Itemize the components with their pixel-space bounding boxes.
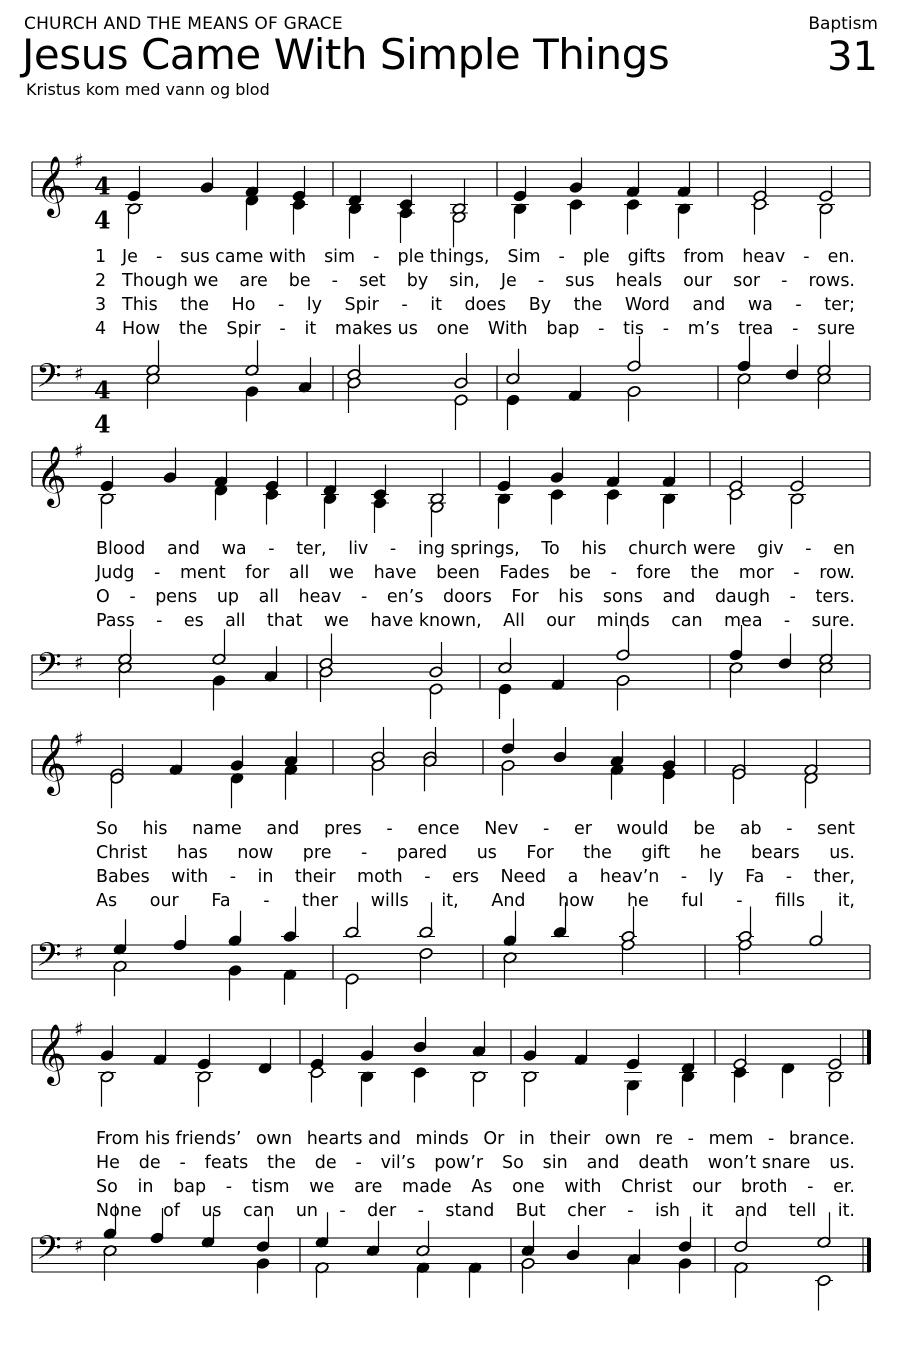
lyric-syllable: and [662,587,696,607]
lyric-syllable: Ho [231,295,256,315]
lyric-syllable: sim [324,247,356,267]
hymn-title: Jesus Came With Simple Things [22,30,670,79]
lyric-syllable: ly [708,867,724,887]
lyric-syllable: moth [357,867,403,887]
lyric-syllable: minds [415,1129,469,1149]
lyric-syllable: and [586,1153,620,1173]
key-signature-sharp-icon: ♯ [74,727,84,751]
lyric-syllable: - [786,819,793,839]
key-signature-sharp-icon: ♯ [74,940,84,965]
lyric-syllable: pared [396,843,448,863]
lyric-syllable: name [192,819,242,839]
lyric-syllable: bap [173,1177,207,1197]
lyric-syllable: rows. [808,271,855,291]
key-signature-sharp-icon: ♯ [74,1233,84,1258]
lyric-syllable: - [558,247,565,267]
lyric-syllable: None [96,1201,142,1221]
lyric-syllable: - [736,891,743,911]
lyric-syllable: doors [443,587,492,607]
lyric-syllable: es [183,611,204,631]
lyric-syllable: sure [817,319,855,339]
key-signature-sharp-icon: ♯ [74,439,84,463]
lyric-syllable: made [402,1177,452,1197]
lyric-syllable: death [638,1153,689,1173]
lyric-syllable: bap [546,319,580,339]
lyric-syllable: his [581,539,607,559]
verse-number: 3 [95,295,107,315]
lyric-syllable: All [503,611,525,631]
lyric-syllable: Or [483,1129,505,1149]
lyric-syllable: Need [500,867,547,887]
lyric-syllable: we [309,1177,335,1197]
lyric-syllable: heav’n [599,867,660,887]
lyric-syllable: in [137,1177,154,1197]
lyric-syllable: are [354,1177,383,1197]
lyric-syllable: gifts [627,247,666,267]
lyric-syllable: Fa [745,867,765,887]
lyric-syllable: mor [738,563,774,583]
lyric-syllable: - [355,1153,362,1173]
lyric-syllable: - [154,563,161,583]
lyric-syllable: Christ [621,1177,673,1197]
lyric-syllable: our [149,891,179,911]
lyric-syllable: sons [602,587,643,607]
time-signature-denominator: 4 [94,205,111,235]
lyric-syllable: vil’s [380,1153,416,1173]
verse-number: 4 [95,319,107,339]
lyric-syllable: our [692,1177,722,1197]
lyric-syllable: wills [370,891,409,911]
lyric-syllable: the [267,1153,296,1173]
key-signature-sharp-icon: ♯ [74,1017,84,1041]
lyric-syllable: re [655,1129,674,1149]
lyric-syllable: sor [733,271,761,291]
lyric-syllable: - [263,891,270,911]
lyric-syllable: pres [323,819,362,839]
lyric-syllable: can [242,1201,275,1221]
treble-clef-icon: 𝄞 [36,734,67,794]
bass-clef-icon: 𝄢 [36,646,62,693]
lyric-syllable: - [277,295,285,315]
lyric-syllable: from [683,247,725,267]
lyric-syllable: in [518,1129,535,1149]
lyric-syllable: - [360,843,368,863]
verse-number: 1 [95,247,107,267]
lyric-syllable: O [96,587,110,607]
lyric-syllable: the [583,843,612,863]
lyric-syllable: er [573,819,592,839]
lyric-syllable: can [671,611,703,631]
lyric-syllable: Word [624,295,670,315]
lyric-syllable: sus [565,271,595,291]
lyric-syllable: Though we [122,271,219,291]
lyric-syllable: by [406,271,429,291]
lyric-syllable: ful [681,891,704,911]
system-3 [32,719,870,1010]
lyric-syllable: Babes [96,867,150,887]
lyric-syllable: it, [441,891,459,911]
lyric-syllable: cher [567,1201,606,1221]
lyric-syllable: tis [623,319,644,339]
lyric-syllable: pow’r [434,1153,484,1173]
lyric-syllable: heav [298,587,342,607]
lyric-syllable: - [417,1201,424,1221]
lyric-syllable: This [122,295,158,315]
final-barline [867,1030,871,1064]
lyric-syllable: their [549,1129,591,1149]
lyric-syllable: heav [742,247,786,267]
lyric-syllable: with [171,867,209,887]
lyric-syllable: broth [740,1177,788,1197]
lyric-syllable: the [178,319,208,339]
lyric-syllable: ter, [296,539,327,559]
lyric-syllable: - [537,271,545,291]
lyric-syllable: - [155,247,163,267]
lyric-syllable: his [142,819,168,839]
lyric-syllable: we [328,563,355,583]
bass-clef-icon: 𝄢 [36,1229,62,1276]
lyric-syllable: - [156,611,163,631]
lyric-syllable: sin, [449,271,480,291]
lyric-syllable: in [257,867,274,887]
lyric-syllable: - [331,271,338,291]
lyric-syllable: - [803,247,810,267]
lyric-syllable: we [323,611,349,631]
treble-clef-icon: 𝄞 [36,446,67,506]
lyric-syllable: for [245,563,270,583]
lyric-syllable: - [795,295,802,315]
lyric-syllable: - [389,539,397,559]
lyric-syllable: - [793,563,800,583]
lyric-syllable: have [373,563,417,583]
lyric-syllable: From his friends’ [96,1129,242,1149]
lyric-syllable: us [476,843,497,863]
lyric-syllable: de [314,1153,337,1173]
lyric-syllable: en’s [386,587,424,607]
lyric-syllable: mem [708,1129,754,1149]
lyric-syllable: - [361,587,368,607]
lyric-syllable: He [96,1153,120,1173]
lyric-syllable: ing springs, [417,539,520,559]
lyric-syllable: ther, [813,867,855,887]
lyric-syllable: their [294,867,336,887]
time-signature-numerator: 4 [94,375,111,405]
lyric-syllable: all [288,563,310,583]
final-barline [867,1238,871,1272]
lyric-syllable: the [573,295,603,315]
lyric-syllable: of [163,1201,180,1221]
lyric-syllable: ple things, [397,247,490,267]
lyric-syllable: - [225,1177,233,1197]
lyric-syllable: hearts and [306,1129,401,1149]
lyric-syllable: how [558,891,595,911]
lyric-syllable: m’s [687,319,720,339]
lyric-syllable: has [176,843,208,863]
lyric-syllable: be [569,563,592,583]
lyric-syllable: sus came with [180,247,307,267]
lyric-syllable: Christ [96,843,148,863]
lyric-syllable: stand [445,1201,495,1221]
lyric-syllable: church were [628,539,736,559]
lyric-syllable: - [781,271,788,291]
lyric-syllable: But [515,1201,546,1221]
lyric-syllable: Fades [499,563,550,583]
lyric-syllable: - [373,247,380,267]
lyric-syllable: sin [542,1153,568,1173]
lyric-syllable: one [436,319,470,339]
lyric-syllable: the [690,563,720,583]
lyric-syllable: Fa [211,891,231,911]
lyric-syllable: won’t snare [707,1153,811,1173]
lyric-syllable: his [558,587,584,607]
lyric-syllable: - [129,587,136,607]
lyric-syllable: ment [179,563,226,583]
verse-number: 2 [95,271,107,291]
lyric-syllable: heals [615,271,663,291]
lyric-syllable: By [528,295,552,315]
lyric-syllable: So [96,819,118,839]
key-signature-sharp-icon: ♯ [74,149,84,173]
lyric-syllable: de [138,1153,161,1173]
lyric-syllable: tism [251,1177,290,1197]
lyric-syllable: us [201,1201,222,1221]
lyric-syllable: gift [641,843,671,863]
lyric-syllable: own [255,1129,293,1149]
lyric-syllable: us. [829,843,855,863]
lyric-syllable: With [487,319,528,339]
lyric-syllable: up [216,587,240,607]
lyric-syllable: ab [739,819,762,839]
lyric-syllable: - [598,319,605,339]
lyric-syllable: - [789,587,796,607]
lyric-syllable: - [229,867,237,887]
lyric-syllable: and [167,539,200,559]
lyric-syllable: So [501,1153,524,1173]
system-2 [32,439,870,719]
lyric-syllable: - [807,1177,814,1197]
lyric-syllable: now [237,843,274,863]
lyric-syllable: the [180,295,210,315]
lyric-syllable: are [239,271,268,291]
lyric-syllable: - [268,539,275,559]
lyric-syllable: have known, [370,611,482,631]
lyric-syllable: he [626,891,649,911]
lyric-syllable: - [401,295,408,315]
time-signature-numerator: 4 [94,171,111,201]
lyric-syllable: en [833,539,855,559]
lyric-syllable: Blood [96,539,146,559]
lyric-syllable: For [526,843,554,863]
lyric-syllable: own [604,1129,641,1149]
lyric-syllable: giv [757,539,784,559]
lyric-syllable: - [339,1201,346,1221]
lyric-syllable: us. [829,1153,855,1173]
key-signature-sharp-icon: ♯ [74,361,84,386]
lyric-syllable: - [687,1129,694,1149]
lyric-syllable: ence [417,819,460,839]
lyric-syllable: all [258,587,280,607]
system-4 [32,1017,871,1311]
lyric-syllable: Nev [484,819,519,839]
lyric-syllable: er. [833,1177,855,1197]
lyric-syllable: How [122,319,161,339]
lyric-syllable: ple [582,247,610,267]
lyric-syllable: And [491,891,526,911]
hymnal-section: Baptism [808,14,878,34]
bass-clef-icon: 𝄢 [36,936,62,983]
lyric-syllable: - [805,539,812,559]
lyric-syllable: set [358,271,386,291]
lyric-syllable: en. [827,247,855,267]
lyric-syllable: sure. [811,611,855,631]
lyric-syllable: - [662,319,670,339]
lyric-syllable: wa [221,539,247,559]
lyric-syllable: Je [500,271,517,291]
lyric-syllable: - [424,867,431,887]
lyric-syllable: ters. [815,587,855,607]
lyric-syllable: der [367,1201,397,1221]
lyric-syllable: So [96,1177,118,1197]
lyric-syllable: sent [817,819,855,839]
lyric-syllable: To [541,539,560,559]
lyric-syllable: that [266,611,303,631]
lyric-syllable: be [693,819,716,839]
lyric-syllable: liv [348,539,369,559]
lyric-syllable: pre [302,843,332,863]
lyric-syllable: Spir [226,319,261,339]
lyric-syllable: wa [747,295,773,315]
lyric-syllable: all [225,611,246,631]
lyric-syllable: with [564,1177,602,1197]
lyric-syllable: un [295,1201,319,1221]
lyric-syllable: been [436,563,480,583]
lyric-syllable: and [734,1201,768,1221]
lyric-syllable: - [179,1153,186,1173]
bass-clef-icon: 𝄢 [36,357,62,404]
lyric-syllable: be [288,271,311,291]
lyric-syllable: pens [155,587,198,607]
lyric-syllable: Je [122,247,138,267]
lyric-syllable: does [464,295,507,315]
hymn-category: CHURCH AND THE MEANS OF GRACE [24,14,343,34]
key-signature-sharp-icon: ♯ [74,650,84,675]
lyric-syllable: Spir [344,295,379,315]
lyric-syllable: it [701,1201,714,1221]
lyric-syllable: it [304,319,317,339]
lyric-syllable: fills [775,891,806,911]
lyric-syllable: - [783,611,791,631]
lyric-syllable: Judg [96,563,135,583]
lyric-syllable: Sim [507,247,541,267]
lyric-syllable: - [768,1129,775,1149]
lyric-syllable: bears [750,843,800,863]
lyric-syllable: - [386,819,393,839]
lyric-syllable: and [266,819,300,839]
lyric-syllable: - [785,867,793,887]
lyric-syllable: ther [302,891,339,911]
lyric-syllable: tell [788,1201,817,1221]
lyric-syllable: As [471,1177,493,1197]
lyric-syllable: - [279,319,286,339]
system-1 [32,149,870,438]
lyric-syllable: feats [204,1153,249,1173]
lyric-syllable: As [96,891,118,911]
lyric-syllable: a [567,867,579,887]
lyric-syllable: ter; [824,295,855,315]
hymn-subtitle: Kristus kom med vann og blod [26,80,270,99]
lyric-syllable: it [430,295,442,315]
lyric-syllable: brance. [788,1129,855,1149]
lyric-syllable: trea [738,319,774,339]
lyric-syllable: For [511,587,539,607]
lyric-syllable: ish [654,1201,681,1221]
lyric-syllable: minds [596,611,650,631]
lyric-syllable: - [792,319,799,339]
lyric-syllable: - [627,1201,634,1221]
lyric-syllable: makes us [334,319,418,339]
lyric-syllable: would [616,819,669,839]
lyric-syllable: - [680,867,688,887]
lyric-syllable: - [543,819,550,839]
lyric-syllable: he [699,843,722,863]
lyric-syllable: daugh [714,587,771,607]
hymn-number: 31 [827,34,878,80]
lyric-syllable: and [692,295,726,315]
lyric-syllable: mea [724,611,763,631]
lyric-syllable: row. [819,563,855,583]
time-signature-denominator: 4 [94,409,111,439]
lyric-syllable: ers [451,867,480,887]
lyric-syllable: ly [306,295,323,315]
lyric-syllable: it, [837,891,855,911]
lyric-syllable: - [610,563,617,583]
lyric-syllable: our [546,611,576,631]
lyric-syllable: one [512,1177,545,1197]
lyric-syllable: Pass [96,611,135,631]
lyric-syllable: fore [636,563,671,583]
treble-clef-icon: 𝄞 [36,156,67,216]
treble-clef-icon: 𝄞 [36,1024,67,1084]
lyric-syllable: it. [837,1201,855,1221]
lyric-syllable: our [683,271,713,291]
